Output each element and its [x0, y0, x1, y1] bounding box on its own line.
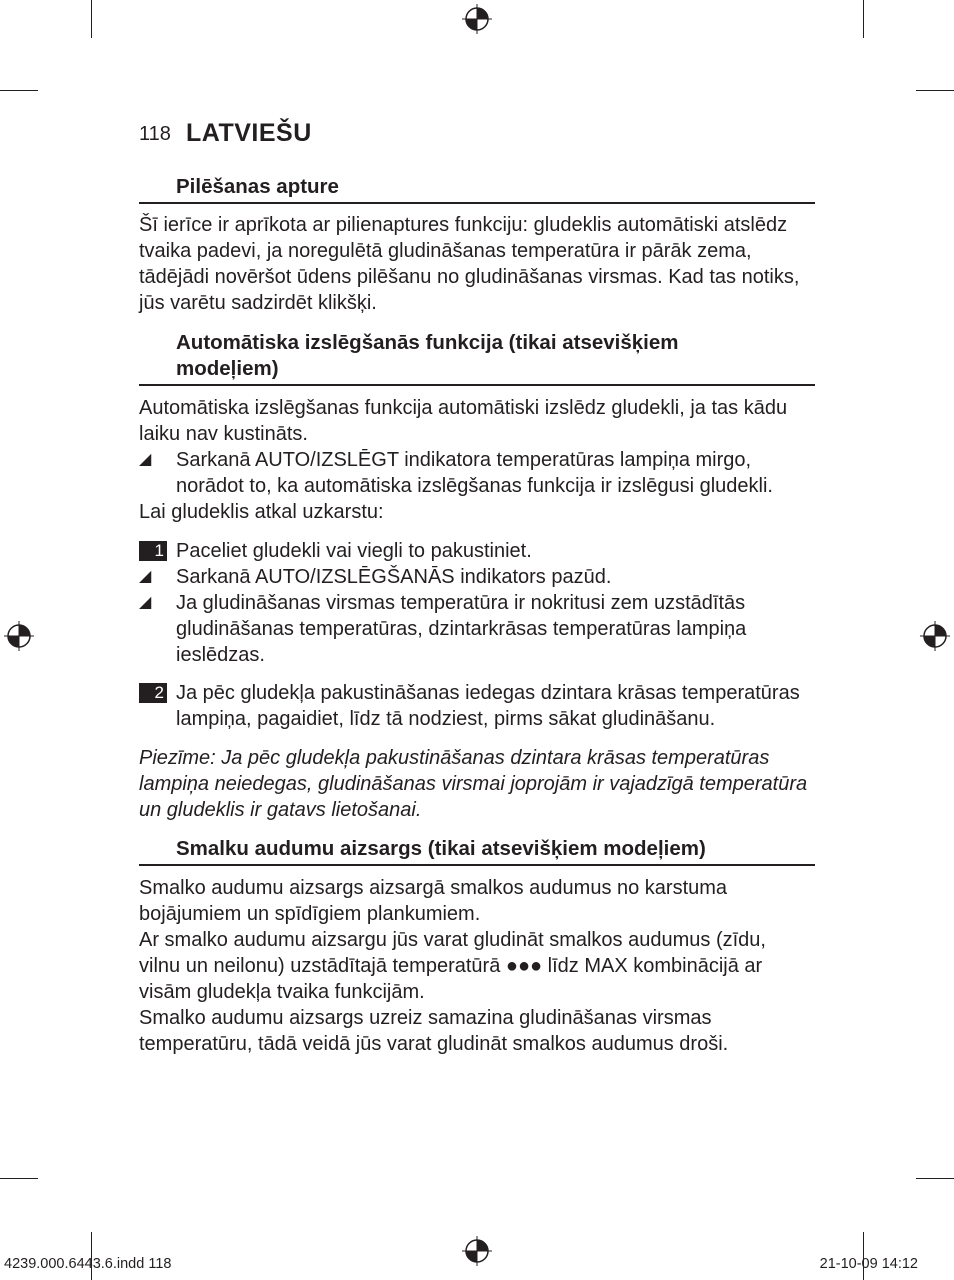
text-line: visām gludekļa tvaika funkcijām. — [139, 981, 425, 1003]
text-line: tādējādi novēršot ūdens pilēšanu no gludināšanas virsmas. Kad tas notiks, — [139, 266, 800, 288]
text-line: lampiņa, pagaidiet, līdz tā nodziest, pirms sākat gludināšanu. — [176, 708, 716, 730]
text-line: Sarkanā AUTO/IZSLĒGT indikatora temperatūras lampiņa mirgo, — [176, 449, 752, 471]
text-line: temperatūru, tādā veidā jūs varat gludināt smalkos audumus droši. — [139, 1033, 729, 1055]
crop-mark-top-left-v — [91, 0, 92, 38]
bullet-item — [139, 447, 819, 499]
text-line: Automātiska izslēgšanas funkcija automātiski izslēdz gludekli, ja tas kādu — [139, 397, 788, 419]
bullet-item — [139, 590, 819, 668]
bullet-text: Sarkanā AUTO/IZSLĒGŠANĀS indikators pazūd. — [176, 566, 612, 588]
text-line: norādot to, ka automātiska izslēgšanas funkcija ir izslēgusi gludekli. — [176, 475, 773, 497]
step-number-badge: 1 — [139, 541, 167, 561]
text-line: vilnu un neilonu) uzstādītajā temperatūrā ●●● līdz MAX kombinācijā ar — [139, 955, 763, 977]
bullet-text — [176, 590, 821, 668]
text-line: Smalko audumu aizsargs uzreiz samazina gludināšanas virsmas — [139, 1007, 712, 1029]
step-item — [139, 538, 819, 564]
section-heading-fabric-protector: Smalku audumu aizsargs (tikai atsevišķiem modeļiem) — [176, 837, 706, 860]
fabric-protector-body — [139, 875, 819, 1057]
crop-mark-top-right-h — [916, 90, 954, 91]
text-line: Smalko audumu aizsargs aizsargā smalkos audumus no karstuma — [139, 877, 728, 899]
triangle-bullet-icon: ◢ — [139, 451, 152, 468]
section-divider — [139, 202, 815, 204]
step-text: Paceliet gludekli vai viegli to pakustiniet. — [176, 540, 532, 562]
section-heading-drip-stop: Pilēšanas apture — [176, 175, 339, 198]
text-line: Piezīme: Ja pēc gludekļa pakustināšanas dzintara krāsas temperatūras — [139, 747, 770, 769]
text-line: bojājumiem un spīdīgiem plankumiem. — [139, 903, 481, 925]
section-divider — [139, 384, 815, 386]
text-line: Ja pēc gludekļa pakustināšanas iedegas dzintara krāsas temperatūras — [176, 682, 800, 704]
page-language-title: LATVIEŠU — [186, 119, 312, 147]
registration-mark-icon — [920, 621, 950, 651]
footer-date: 21-10-09 14:12 — [819, 1256, 918, 1272]
text-line: Ar smalko audumu aizsargu jūs varat gludināt smalkos audumus (zīdu, — [139, 929, 766, 951]
registration-mark-icon — [4, 621, 34, 651]
crop-mark-top-left-h — [0, 90, 38, 91]
reheat-text: Lai gludeklis atkal uzkarstu: — [139, 501, 384, 523]
registration-mark-icon — [462, 1236, 492, 1266]
heading-line: Automātiska izslēgšanās funkcija (tikai atsevišķiem — [176, 331, 679, 354]
text-line: Šī ierīce ir aprīkota ar pilienaptures funkciju: gludeklis automātiski atslēdz — [139, 214, 788, 236]
triangle-bullet-icon: ◢ — [139, 568, 152, 585]
text-line: lampiņa neiedegas, gludināšanas virsmai joprojām ir vajadzīgā temperatūra — [139, 773, 808, 795]
heading-line: modeļiem) — [176, 357, 279, 380]
text-line: gludināšanas temperatūras, dzintarkrāsas temperatūras lampiņa — [176, 618, 747, 640]
text-line: un gludeklis ir gatavs lietošanai. — [139, 799, 422, 821]
registration-mark-icon — [462, 4, 492, 34]
crop-mark-bottom-left-h — [0, 1178, 38, 1179]
crop-mark-top-right-v — [863, 0, 864, 38]
step-number-badge: 2 — [139, 683, 167, 703]
note-text — [139, 745, 819, 823]
section-heading-auto-off — [176, 330, 816, 382]
step-item — [139, 680, 819, 732]
drip-stop-body — [139, 212, 819, 316]
section-divider — [139, 864, 815, 866]
text-line: laiku nav kustināts. — [139, 423, 308, 445]
bullet-text — [176, 447, 821, 499]
auto-off-intro — [139, 395, 819, 447]
triangle-bullet-icon: ◢ — [139, 594, 152, 611]
text-line: tvaika padevi, ja noregulētā gludināšanas temperatūra ir pārāk zema, — [139, 240, 752, 262]
bullet-item — [139, 564, 819, 590]
crop-mark-bottom-right-h — [916, 1178, 954, 1179]
text-line: Ja gludināšanas virsmas temperatūra ir nokritusi zem uzstādītās — [176, 592, 746, 614]
page-number: 118 — [139, 123, 171, 145]
text-line: jūs varētu sadzirdēt klikšķi. — [139, 292, 377, 314]
text-line: ieslēdzas. — [176, 644, 265, 666]
footer-file-info: 4239.000.6443.6.indd 118 — [4, 1256, 172, 1272]
step-text — [176, 680, 821, 732]
